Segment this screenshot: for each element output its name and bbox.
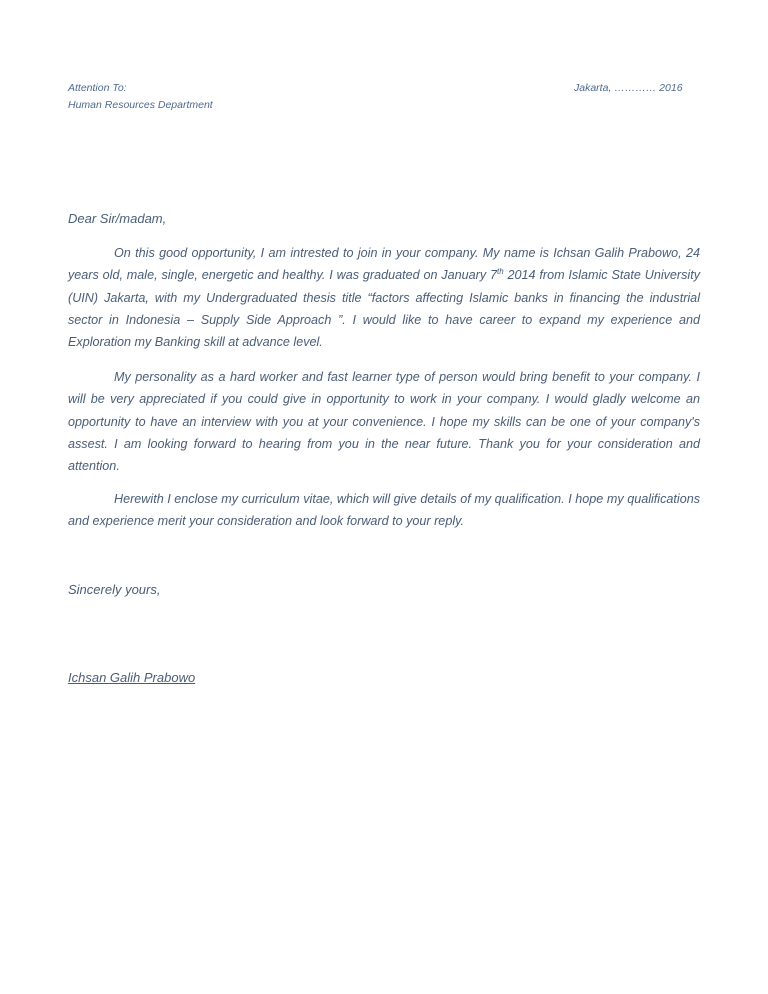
signature-name: Ichsan Galih Prabowo <box>68 670 196 685</box>
attention-line: Attention To: <box>68 82 127 94</box>
paragraph-introduction-text-cont: 2014 from Islamic State University (UIN) Jakarta, with my Undergraduated thesis title “factors affecting Islamic banks in financing the industrial sector in Indonesia – Supply Side Approach ”. I would like to have career to expand my experience and Exploration my Banking skill at advance level. <box>68 268 701 350</box>
paragraph-introduction-text: On this good opportunity, I am intrested to join in your company. My name is Ichsan Galih Prabowo, 24 years old, male, single, energetic and healthy. I was graduated on January 7 <box>68 246 700 283</box>
paragraph-personality-text: My personality as a hard worker and fast learner type of person would bring benefit to your company. I will be very appreciated if you could give in opportunity to work in your company. I would gladly welcome an opportunity to have an interview with you at your convenience. I hope my skills can be one of your company's assest. I am looking forward to hearing from you in the near future. Thank you for your consideration and attention. <box>68 370 700 474</box>
paragraph-introduction <box>68 242 700 353</box>
paragraph-personality <box>68 366 700 477</box>
ordinal-suffix: th <box>496 267 504 277</box>
paragraph-enclosure-text: Herewith I enclose my curriculum vitae, which will give details of my qualification. I hope my qualifications and experience merit your consideration and look forward to your reply. <box>68 492 700 529</box>
paragraph-enclosure <box>68 488 700 533</box>
closing: Sincerely yours, <box>68 582 161 597</box>
recipient-department: Human Resources Department <box>68 99 213 111</box>
salutation: Dear Sir/madam, <box>68 211 167 226</box>
place-date: Jakarta, ………… 2016 <box>574 82 683 94</box>
